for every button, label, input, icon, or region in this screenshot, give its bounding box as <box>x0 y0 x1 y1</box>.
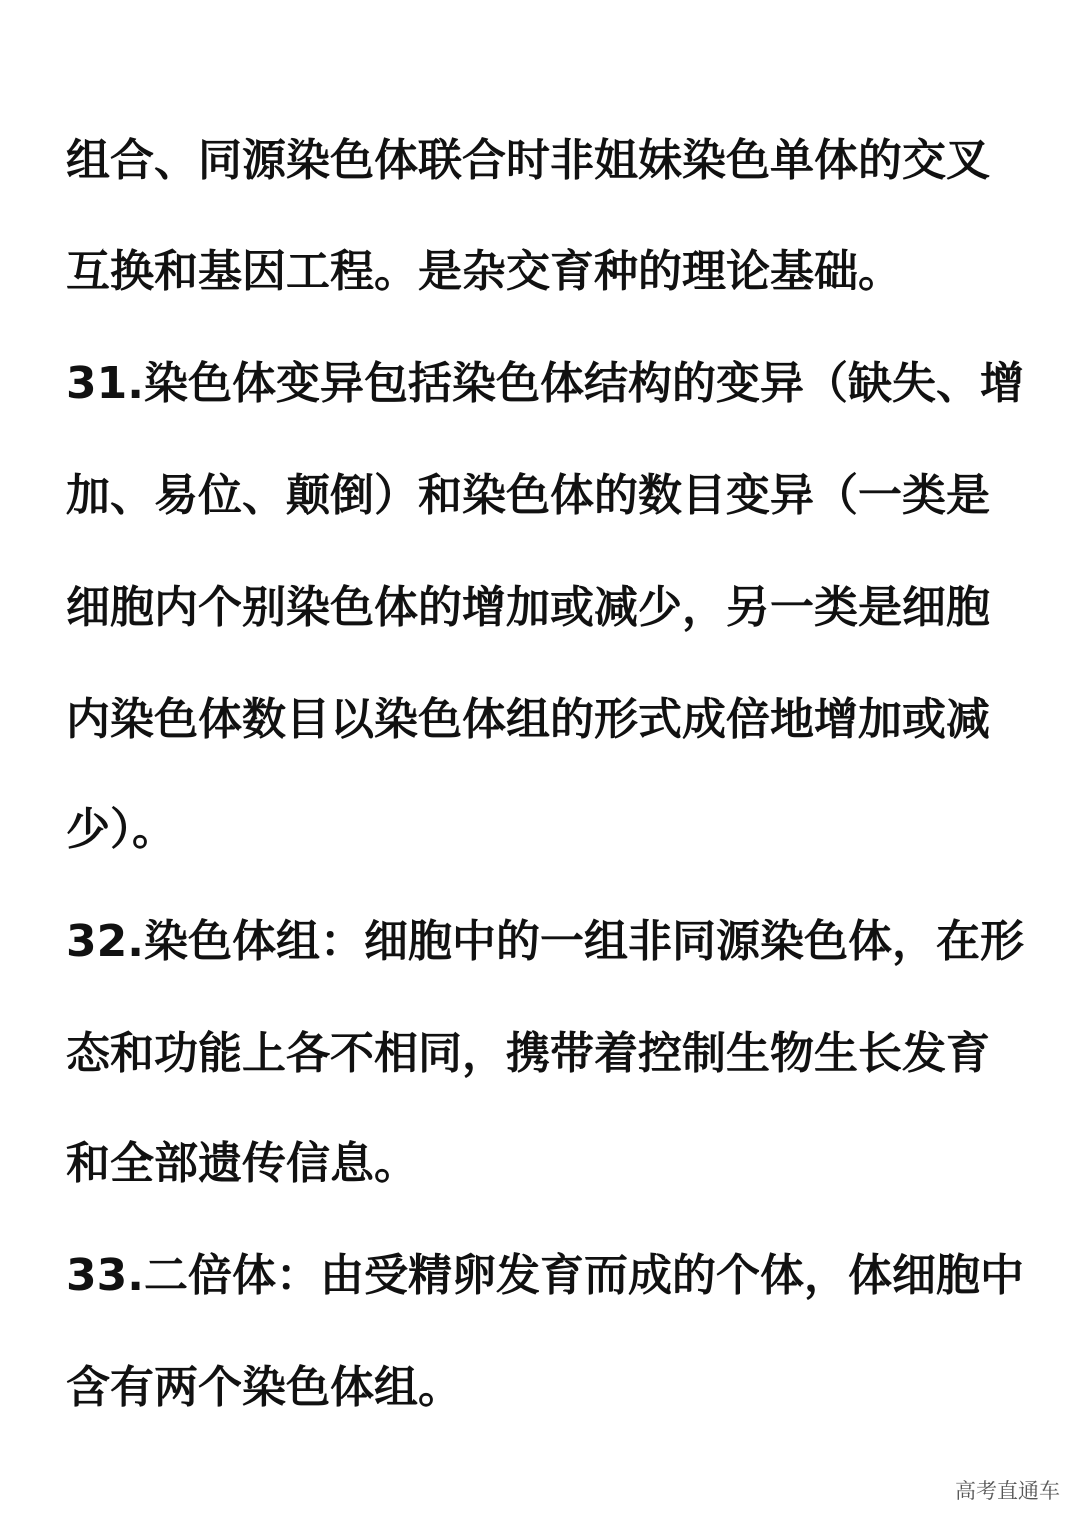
text-line-7: 少）。 <box>66 804 176 855</box>
text-line-3: 31.染色体变异包括染色体结构的变异（缺失、增 <box>66 358 1024 409</box>
text-line-10: 和全部遗传信息。 <box>66 1138 418 1189</box>
text-line-9: 态和功能上各不相同，携带着控制生物生长发育 <box>66 1028 990 1079</box>
text-line-11: 33.二倍体：由受精卵发育而成的个体，体细胞中 <box>66 1250 1024 1301</box>
text-line-8: 32.染色体组：细胞中的一组非同源染色体，在形 <box>66 916 1024 967</box>
text-line-4: 加、易位、颠倒）和染色体的数目变异（一类是 <box>66 470 990 521</box>
text-line-1: 组合、同源染色体联合时非姐妹染色单体的交叉 <box>66 135 990 186</box>
watermark-label: 高考直通车 <box>955 1479 1060 1503</box>
text-line-5: 细胞内个别染色体的增加或减少，另一类是细胞 <box>66 582 990 633</box>
text-line-6: 内染色体数目以染色体组的形式成倍地增加或减 <box>66 694 990 745</box>
text-line-2: 互换和基因工程。是杂交育种的理论基础。 <box>66 246 902 297</box>
text-line-12: 含有两个染色体组。 <box>66 1362 462 1413</box>
